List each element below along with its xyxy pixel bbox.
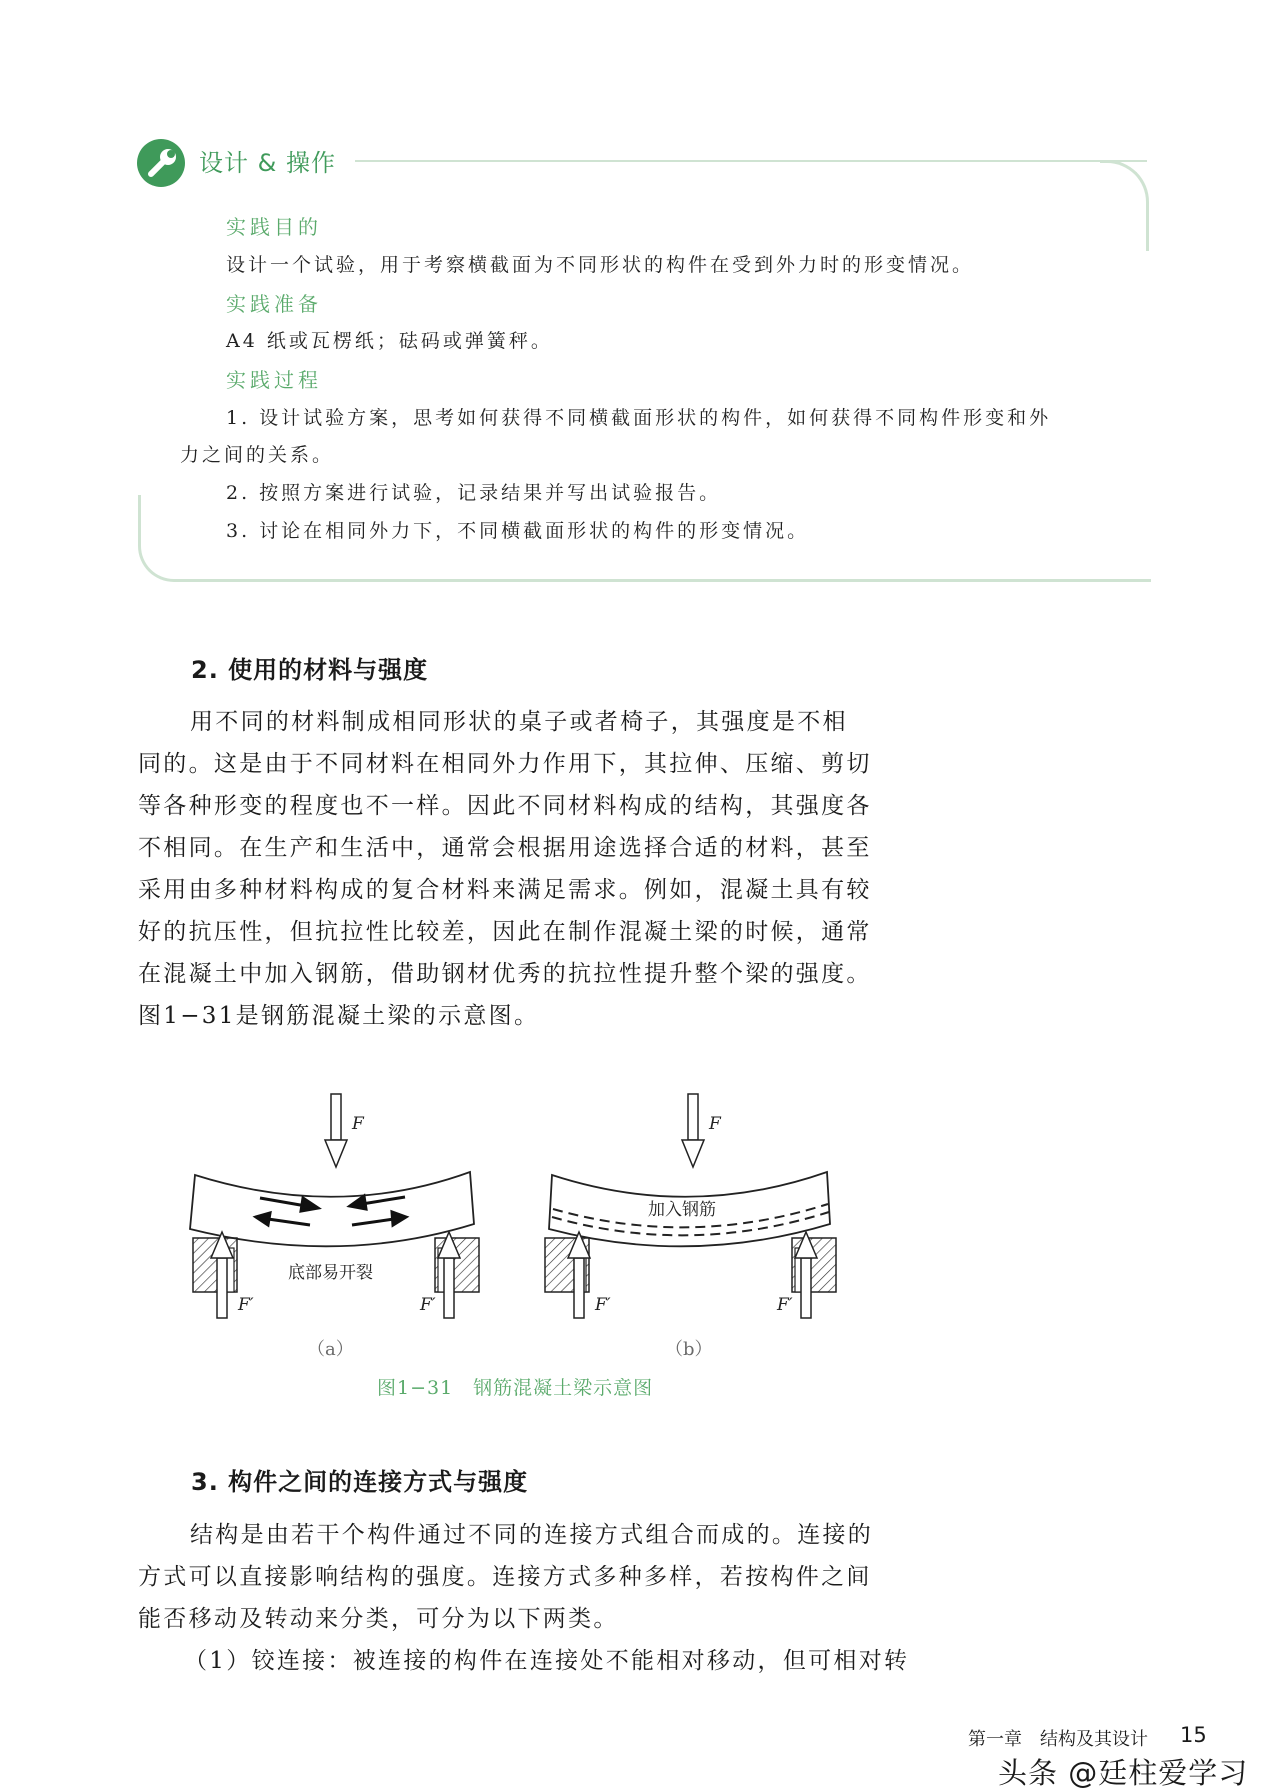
section3-heading: 3. 构件之间的连接方式与强度 [191,1468,529,1496]
reaction-label-right: F′ [420,1295,436,1315]
step2-text: 2. 按照方案进行试验，记录结果并写出试验报告。 [226,482,722,504]
paragraph-line: 采用由多种材料构成的复合材料来满足需求。例如，混凝土具有较 [138,877,872,903]
right-support [435,1238,479,1292]
prep-text: A4 纸或瓦楞纸；砝码或弹簧秤。 [226,330,553,352]
section3-body [138,1514,909,1682]
subfigure-a-label: （a） [307,1339,354,1360]
rebar-beam-figure [0,1080,1276,1340]
paragraph-line: 结构是由若干个构件通过不同的连接方式组合而成的。连接的 [190,1522,874,1548]
paragraph-line: 在混凝土中加入钢筋，借助钢材优秀的抗拉性提升整个梁的强度。 [138,961,872,987]
force-arrow-down [682,1094,704,1167]
box-top-border [355,160,1147,162]
step3-text: 3. 讨论在相同外力下，不同横截面形状的构件的形变情况。 [226,520,810,542]
section2-heading: 2. 使用的材料与强度 [191,656,429,684]
process-heading: 实践过程 [226,368,322,392]
force-label: F [709,1114,721,1134]
box-right-border [1100,160,1149,251]
paragraph-line: 图1−31是钢筋混凝土梁的示意图。 [138,1003,540,1029]
step1-line2: 力之间的关系。 [180,444,335,466]
force-label: F [352,1114,364,1134]
step1-line1: 1. 设计试验方案，思考如何获得不同横截面形状的构件，如何获得不同构件形变和外 [226,407,1052,429]
right-support [792,1238,836,1292]
chapter-footer: 第一章 结构及其设计 [968,1729,1148,1750]
panel-b [545,1094,836,1318]
paragraph-line: 好的抗压性，但抗拉性比较差，因此在制作混凝土梁的时候，通常 [138,919,872,945]
subfigure-b-label: （b） [665,1339,713,1360]
left-support [193,1238,237,1292]
rebar-label: 加入钢筋 [648,1200,716,1220]
watermark-text: 头条 @廷柱爱学习 [998,1756,1249,1790]
force-arrow-down [325,1094,347,1167]
crack-label: 底部易开裂 [288,1263,373,1283]
purpose-text: 设计一个试验，用于考察横截面为不同形状的构件在受到外力时的形变情况。 [226,254,975,276]
paragraph-line: 同的。这是由于不同材料在相同外力作用下，其拉伸、压缩、剪切 [138,751,872,777]
section2-body [138,701,872,1037]
purpose-heading: 实践目的 [226,215,322,239]
paragraph-line: 不相同。在生产和生活中，通常会根据用途选择合适的材料，甚至 [138,835,872,861]
paragraph-line: 等各种形变的程度也不一样。因此不同材料构成的结构，其强度各 [138,793,872,819]
paragraph-line: 能否移动及转动来分类，可分为以下两类。 [138,1606,619,1632]
reaction-label-right: F′ [777,1295,793,1315]
reaction-label-left: F′ [595,1295,611,1315]
paragraph-line: 用不同的材料制成相同形状的桌子或者椅子，其强度是不相 [190,709,848,735]
reaction-label-left: F′ [238,1295,254,1315]
beam [190,1172,474,1246]
prep-heading: 实践准备 [226,292,322,316]
figure-caption: 图1−31 钢筋混凝土梁示意图 [377,1377,654,1399]
paragraph-line: 方式可以直接影响结构的强度。连接方式多种多样，若按构件之间 [138,1564,872,1590]
panel-a [190,1094,479,1318]
page-number: 15 [1180,1723,1207,1747]
wrench-icon [137,139,185,187]
paragraph-line: （1）铰连接：被连接的构件在连接处不能相对移动，但可相对转 [184,1648,910,1674]
box-title: 设计 & 操作 [199,149,336,177]
